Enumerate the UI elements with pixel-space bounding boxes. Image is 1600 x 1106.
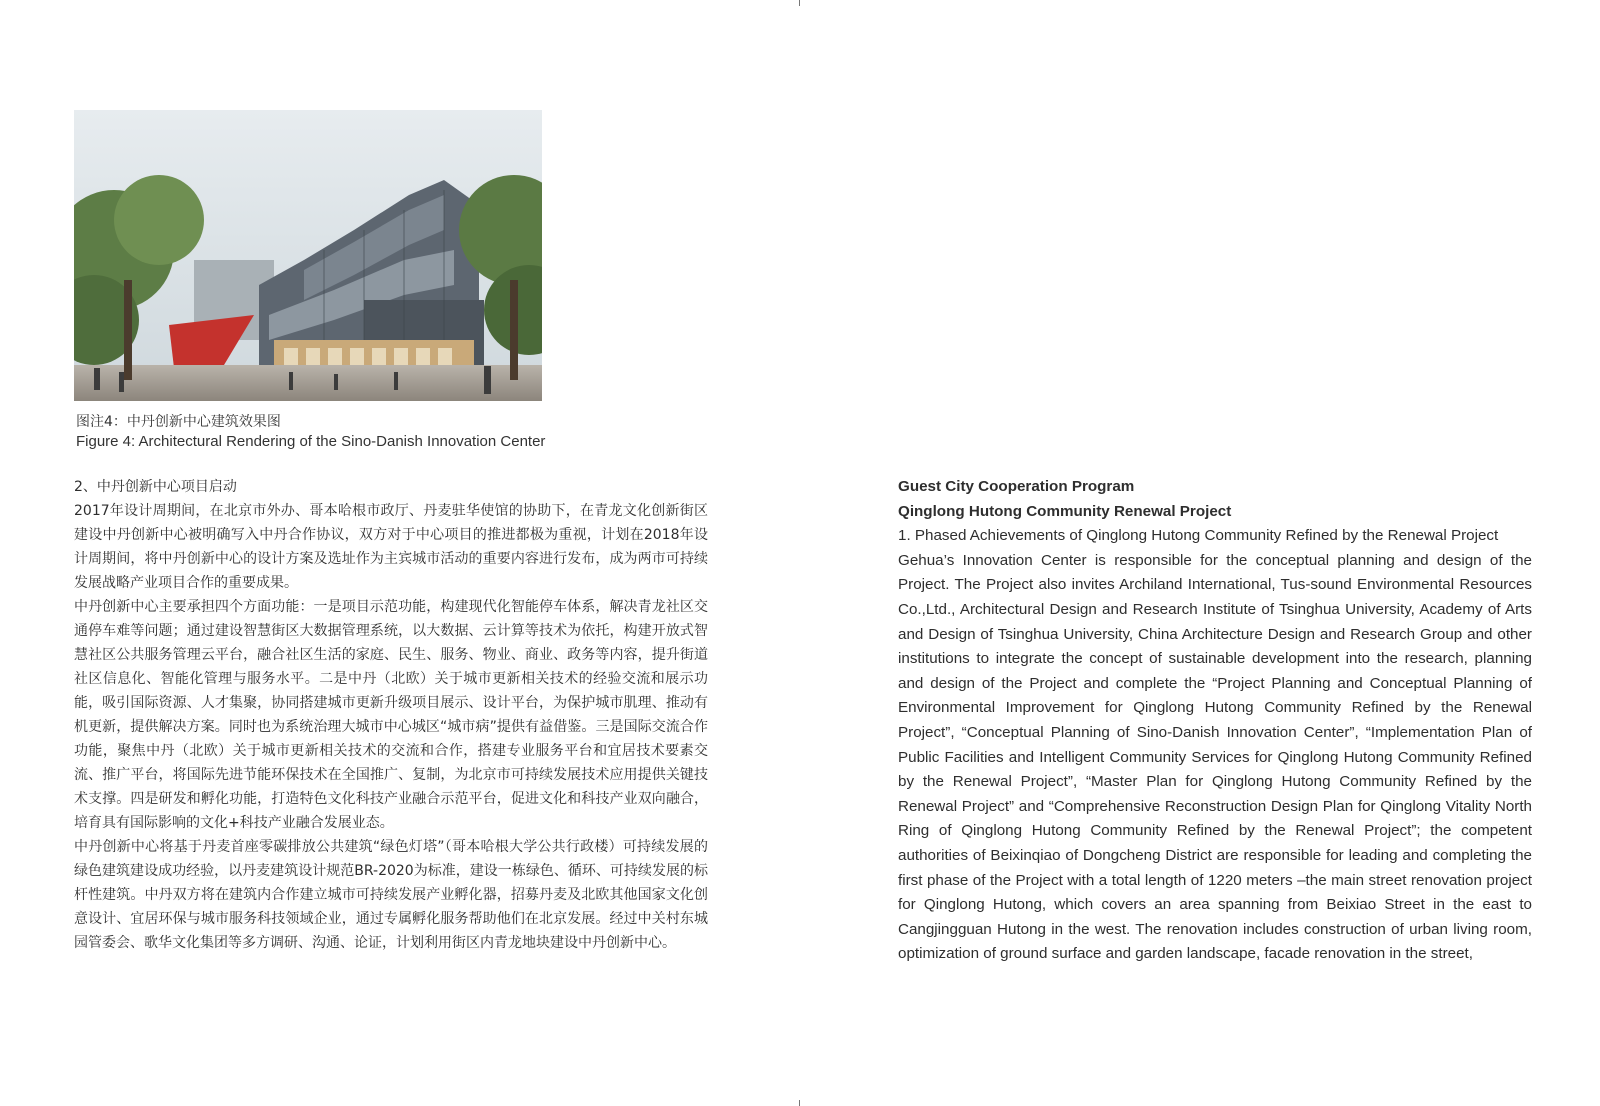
paragraph-3-cn: 中丹创新中心将基于丹麦首座零碳排放公共建筑“绿色灯塔”（哥本哈根大学公共行政楼）可持续发展的绿色建筑建设成功经验，以丹麦建筑设计规范BR-2020为标准，建设一栋绿色、循环、可持续发展的标杆性建筑。中丹双方将在建筑内合作建立城市可持续发展产业孵化器，招募丹麦及北欧其他国家文化创意设计、宜居环保与城市服务科技领域企业，通过专属孵化服务帮助他们在北京发展。经过中关村东城园管委会、歌华文化集团等多方调研、沟通、论证，计划利用街区内青龙地块建设中丹创新中心。 (74, 839, 708, 951)
crop-mark-bottom (799, 1100, 800, 1106)
paragraph-1-cn: 2017年设计周期间，在北京市外办、哥本哈根市政厅、丹麦驻华使馆的协助下，在青龙文化创新街区建设中丹创新中心被明确写入中丹合作协议，双方对于中心项目的推进都极为重视，计划在2018年设计周期间，将中丹创新中心的设计方案及选址作为主宾城市活动的重要内容进行发布，成为两市可持续发展战略产业项目合作的重要成果。 (74, 503, 708, 591)
paragraph-2-cn: 中丹创新中心主要承担四个方面功能：一是项目示范功能，构建现代化智能停车体系，解决青龙社区交通停车难等问题；通过建设智慧街区大数据管理系统，以大数据、云计算等技术为依托，构建开放式智慧社区公共服务管理云平台，融合社区生活的家庭、民生、服务、物业、商业、政务等内容，提升街道社区信息化、智能化管理与服务水平。二是中丹（北欧）关于城市更新相关技术的经验交流和展示功能，吸引国际资源、人才集聚，协同搭建城市更新升级项目展示、设计平台，为保护城市肌理、推动有机更新，提供解决方案。同时也为系统治理大城市中心城区“城市病”提供有益借鉴。三是国际交流合作功能，聚焦中丹（北欧）关于城市更新相关技术的交流和合作，搭建专业服务平台和宜居技术要素交流、推广平台，将国际先进节能环保技术在全国推广、复制，为北京市可持续发展技术应用提供关键技术支撑。四是研发和孵化功能，打造特色文化科技产业融合示范平台，促进文化和科技产业双向融合，培育具有国际影响的文化+科技产业融合发展业态。 (74, 599, 708, 831)
project-title: Qinglong Hutong Community Renewal Project (898, 502, 1232, 520)
left-column-text (74, 475, 708, 955)
figure-caption (76, 412, 545, 452)
section-heading-cn: 2、中丹创新中心项目启动 (74, 479, 237, 495)
figure-caption-en: Figure 4: Architectural Rendering of the Sino-Danish Innovation Center (76, 433, 546, 450)
program-title: Guest City Cooperation Program (898, 478, 1135, 495)
figure-caption-cn: 图注4：中丹创新中心建筑效果图 (76, 414, 281, 430)
right-column-text (898, 475, 1532, 967)
body-paragraph-en: Gehua’s Innovation Center is responsible for the conceptual planning and design of the Project. The Project also invites Archiland International, Tus-sound Environmental Resources Co.,Ltd., Architectural Design and Research Institute of Tsinghua University, Academy of Arts and Design of Tsinghua University, China Architecture Design and Research Group and other institutions to integrate the concept of sustainable development into the research, planning and design of the Project and complete the “Project Planning and Conceptual Planning of Environmental Improvement for Qinglong Hutong Community Refined by the Renewal Project”, “Conceptual Planning of Sino-Danish Innovation Center”, “Implementation Plan of Public Facilities and Intelligent Community Services for Qinglong Hutong Community Refined by the Renewal Project”, “Master Plan for Qinglong Hutong Community Refined by the Renewal Project” and “Comprehensive Reconstruction Design Plan for Qinglong Vitality North Ring of Qinglong Hutong Community Refined by the Renewal Project”; the competent authorities of Beixinqiao of Dongcheng District are responsible for leading and completing the first phase of the Project with a total length of 1220 meters –the main street renovation project for Qinglong Hutong, which covers an area spanning from Beixiao Street in the east to Cangjingguan Hutong in the west. The renovation includes construction of urban living room, optimization of ground surface and garden landscape, facade renovation in the street, (898, 551, 1532, 963)
crop-mark-top (799, 0, 800, 6)
section-heading-en: 1. Phased Achievements of Qinglong Hutong Community Refined by the Renewal Project (898, 527, 1499, 545)
architectural-rendering-image (74, 110, 542, 401)
